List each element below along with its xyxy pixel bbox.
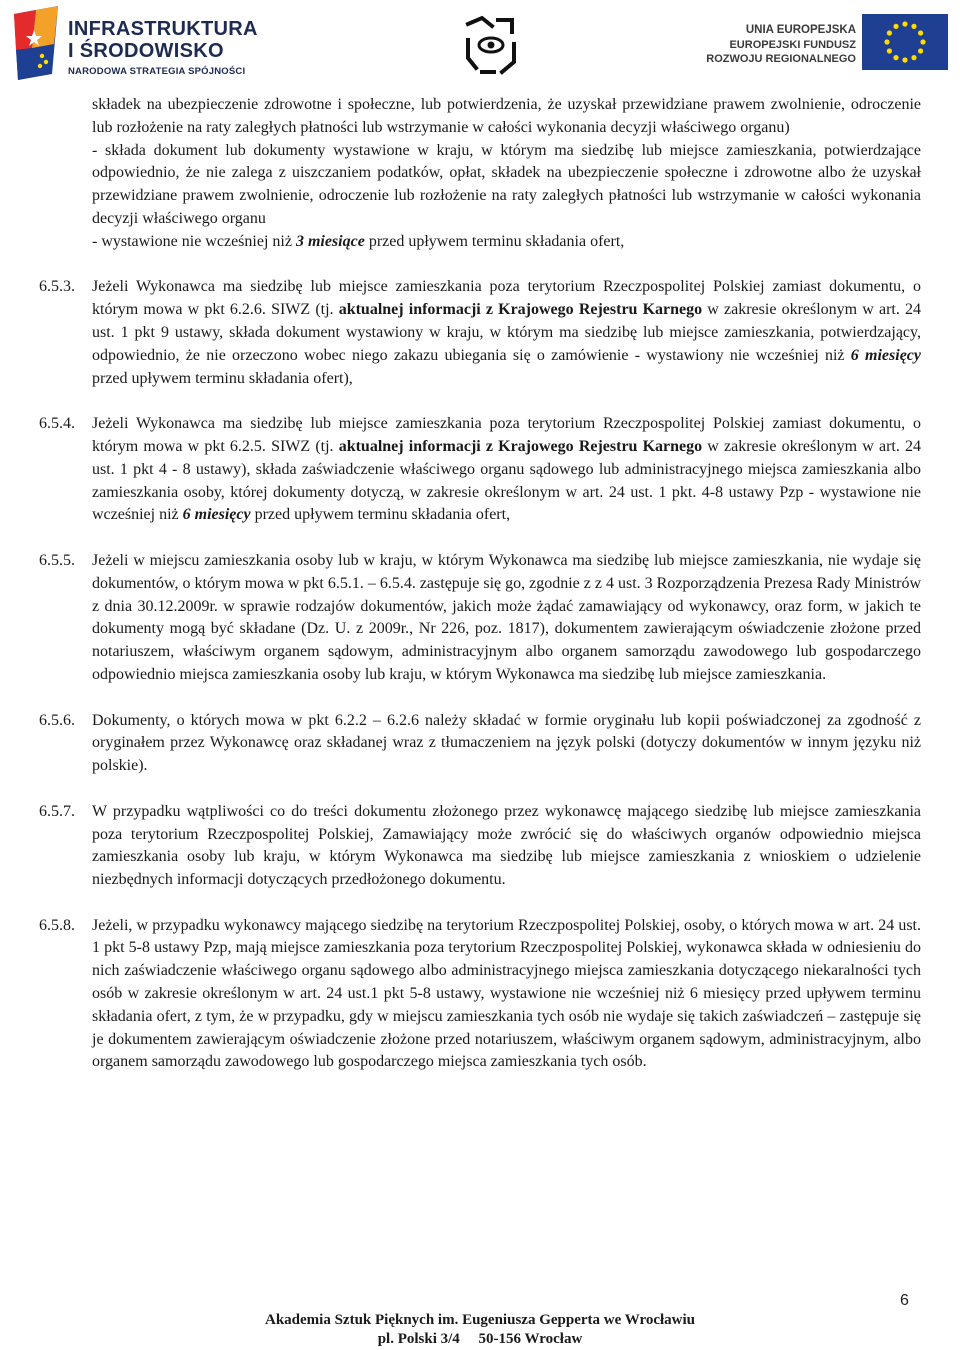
dash2-post: przed upływem terminu składania ofert, bbox=[364, 232, 625, 250]
eu-logo-line1: UNIA EUROPEJSKA bbox=[745, 24, 856, 36]
section-number: 6.5.4. bbox=[39, 415, 75, 433]
section-6-5-8 bbox=[39, 915, 921, 1075]
section-number: 6.5.3. bbox=[39, 278, 75, 296]
dash2-emphasis: 3 miesiące bbox=[295, 232, 365, 250]
section-text: Jeżeli w miejscu zamieszkania osoby lub w kraju, w którym Wykonawca ma siedzibę lub miejsce zamieszkania, nie wydaje się dokumentów, o którym mowa w pkt 6.5.1. – 6.5.4. zastępuje się go, zgodnie z z 4 ust. 3 Rozporządzenia Prezesa Rady Ministrów z dnia 30.12.2009r. w sprawie rodzajów dokumentów, jakich może żądać zamawiający od wykonawcy, oraz form, w jakich te dokumenty mogą być składane (Dz. U. z 2009r., Nr 226, poz. 1817), dokumentem zawierającym oświadczenie złożone przed notariuszem, właściwym organem sądowym, administracyjnym albo organem samorządu zawodowego lub gospodarczego odpowiednio miejsca zamieszkania osoby lub kraju, w którym Wykonawca ma siedzibę lub miejsce zamieszkania. bbox=[92, 551, 922, 683]
section-number: 6.5.8. bbox=[39, 916, 75, 934]
section-text bbox=[92, 276, 921, 390]
section-6-5-3 bbox=[39, 276, 922, 390]
nss-flag-icon bbox=[8, 4, 64, 82]
section-6-5-6 bbox=[39, 710, 921, 778]
section-text-c: w zakresie określonym w art. 24 ust. 1 pkt 4 - 8 ustawy), składa zaświadczenie właściwego organu sądowego lub administracyjnego miejsca zamieszkania albo zamieszkania osoby, której dokumenty dotyczą, w zakresie określonym w art. 24 ust. 1 pkt. 4-8 ustawy Pzp - wystawione nie wcześniej niż bbox=[92, 437, 922, 524]
continuation-dash2-paragraph bbox=[92, 231, 921, 254]
eu-logo bbox=[706, 14, 952, 74]
section-text: Dokumenty, o których mowa w pkt 6.2.2 – 6.2.6 należy składać w formie oryginału lub kopii poświadczonej za zgodność z oryginałem przez Wykonawcę oraz składanej wraz z tłumaczeniem na język polski (dotyczy dokumentów w innym języku niż polskie). bbox=[92, 711, 921, 775]
logo-title-line1: INFRASTRUKTURA bbox=[68, 18, 258, 40]
section-text-bold: aktualnej informacji z Krajowego Rejestru Karnego bbox=[338, 301, 703, 319]
footer-line-1: Akademia Sztuk Pięknych im. Eugeniusza Gepperta we Wrocławiu bbox=[264, 1312, 696, 1328]
section-number: 6.5.5. bbox=[39, 551, 75, 569]
section-text-e: przed upływem terminu składania ofert), bbox=[92, 369, 353, 387]
section-text: W przypadku wątpliwości co do treści dokumentu złożonego przez wykonawcę mającego siedzibę lub miejsce zamieszkania poza terytorium Rzeczpospolitej Polskiej, Zamawiający może zwrócić się do właściwych organów odpowiednio miejsca zamieszkania osoby lub kraju, w którym Wykonawca ma siedzibę lub miejsce zamieszkania z wnioskiem o udzielenie niezbędnych informacji dotyczących przedłożonego dokumentu. bbox=[92, 802, 921, 889]
document-body bbox=[39, 94, 922, 1074]
page-number: 6 bbox=[900, 1292, 909, 1309]
eu-flag-icon bbox=[862, 14, 948, 70]
section-number: 6.5.6. bbox=[39, 711, 75, 729]
section-text: Jeżeli, w przypadku wykonawcy mającego siedzibę na terytorium Rzeczpospolitej Polskiej, osoby, o których mowa w art. 24 ust. 1 pkt 5-8 ustawy Pzp, mają miejsce zamieszkania poza terytorium Rzeczpospolitej Polskiej, wykonawca składa w odniesieniu do nich zaświadczenie właściwego organu sądowego albo administracyjnego miejsca zamieszkania dotyczącego niekaralności tych osób w zakresie określonym w art. 24 ust.1 pkt 5-8 ustawy, wystawione nie wcześniej niż 6 miesięcy przed upływem terminu składania ofert, z tym, że w przypadku, gdy w miejscu zamieszkania tych osób nie wydaje się takich zaświadczeń – zastępuje się je dokumentem zawierającym oświadczenie złożone przed notariuszem, właściwym organem sądowym, administracyjnym, albo organem samorządu zawodowego lub gospodarczego miejsca zamieszkania tych osób. bbox=[92, 916, 921, 1071]
section-text bbox=[92, 413, 921, 527]
eu-logo-line2: EUROPEJSKI FUNDUSZ bbox=[729, 39, 856, 51]
dash2-pre: - wystawione nie wcześniej niż bbox=[92, 232, 296, 250]
eu-logo-line3: ROZWOJU REGIONALNEGO bbox=[706, 53, 856, 65]
section-text-emphasis: 6 miesięcy bbox=[850, 346, 921, 364]
section-text-c: w zakresie określonym w art. 24 ust. 1 pkt 9 ustawy, składa dokument wystawiony w kraju, w którym ma siedzibę lub miejsce zamieszkania, potwierdzający, odpowiednio, że nie orzeczono wobec niego zakazu ubiegania się o zamówienie - wystawiony nie wcześniej niż bbox=[92, 301, 922, 364]
section-number: 6.5.7. bbox=[39, 802, 75, 820]
section-text-bold: aktualnej informacji z Krajowego Rejestru Karnego bbox=[338, 437, 703, 455]
logo-title-line2: I ŚRODOWISKO bbox=[68, 40, 224, 62]
section-text-e: przed upływem terminu składania ofert, bbox=[250, 506, 511, 524]
section-text-a: Jeżeli Wykonawca ma siedzibę lub miejsce zamieszkania poza terytorium Rzeczpospolitej Polskiej zamiast dokumentu, o którym mowa w pkt 6.2.6. SIWZ (tj. bbox=[92, 278, 921, 319]
section-6-5-5 bbox=[39, 550, 922, 687]
academy-emblem-icon bbox=[462, 14, 520, 76]
section-6-5-4 bbox=[39, 413, 922, 527]
continuation-paragraph: składek na ubezpieczenie zdrowotne i społeczne, lub potwierdzenia, że uzyskał przewidziane prawem zwolnienie, odroczenie lub rozłożenie na raty zaległych płatności lub wstrzymanie w całości wykonania decyzji właściwego organu) bbox=[92, 96, 921, 136]
logo-subtitle: NARODOWA STRATEGIA SPÓJNOŚCI bbox=[68, 66, 246, 77]
footer-line-2: pl. Polski 3/4 50-156 Wrocław bbox=[377, 1331, 583, 1347]
section-text-a: Jeżeli Wykonawca ma siedzibę lub miejsce zamieszkania poza terytorium Rzeczpospolitej Polskiej zamiast dokumentu, o którym mowa w pkt 6.2.5. SIWZ (tj. bbox=[92, 415, 921, 455]
section-6-5-7 bbox=[39, 801, 921, 892]
page-header bbox=[0, 0, 960, 90]
section-text-emphasis: 6 miesięcy bbox=[182, 506, 251, 524]
infrastruktura-logo bbox=[8, 4, 268, 84]
continuation-dash-paragraph: - składa dokument lub dokumenty wystawione w kraju, w którym ma siedzibę lub miejsce zamieszkania, potwierdzające odpowiednio, że nie zalega z uiszczaniem podatków, opłat, składek na ubezpieczenie społeczne i zdrowotne albo że uzyskał przewidziane prawem zwolnienie, odroczenie lub rozłożenie na raty zaległych płatności lub wstrzymanie w całości wykonania decyzji właściwego organu bbox=[92, 141, 921, 227]
institution-emblem bbox=[462, 14, 520, 76]
